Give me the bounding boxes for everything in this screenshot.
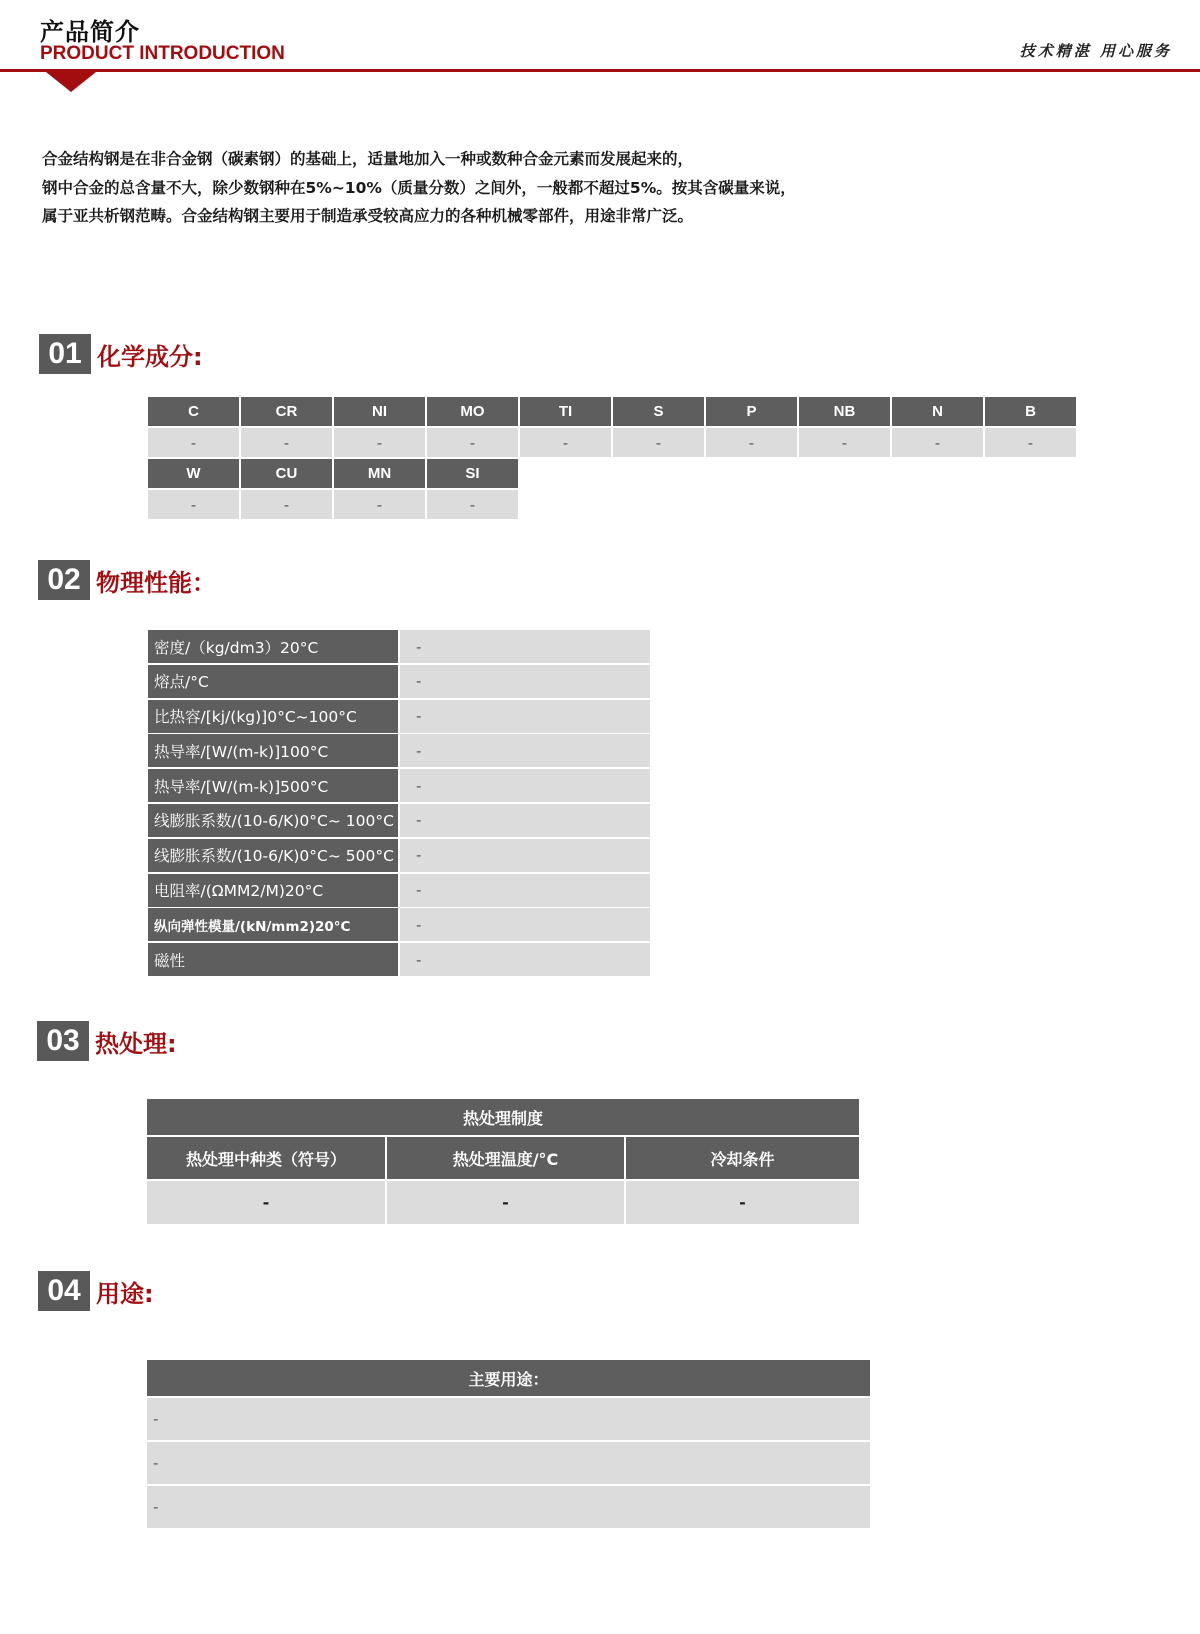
heat-table-title: 热处理制度 [147, 1099, 859, 1135]
header-triangle-marker [46, 72, 96, 92]
property-label: 比热容/[kj/(kg)]0°C~100°C [148, 700, 398, 733]
section-heat-heading [37, 1021, 177, 1061]
chem-value: - [613, 428, 704, 457]
chem-value: - [334, 490, 425, 519]
chem-header: NI [334, 397, 425, 426]
chem-value: - [799, 428, 890, 457]
property-value: - [400, 665, 650, 698]
section-physical-heading [38, 560, 216, 600]
header-title-en: PRODUCT INTRODUCTION [40, 43, 285, 64]
section-number: 03 [37, 1021, 89, 1061]
intro-line: 合金结构钢是在非合金钢（碳素钢）的基础上，适量地加入一种或数种合金元素而发展起来的， [42, 150, 694, 168]
heat-value-row [147, 1179, 859, 1224]
chem-value: - [241, 490, 332, 519]
chemical-table [148, 397, 1078, 521]
chem-header: MO [427, 397, 518, 426]
section-title: 热处理: [95, 1029, 177, 1058]
table-row: - [147, 1486, 870, 1528]
intro-line: 钢中合金的总含量不大，除少数钢种在5%~10%（质量分数）之间外，一般都不超过5%。按其含碳量来说， [42, 178, 796, 197]
use-table [147, 1360, 870, 1530]
chem-header: N [892, 397, 983, 426]
property-label: 磁性 [148, 943, 398, 976]
chem-value: - [148, 490, 239, 519]
property-value: - [400, 700, 650, 733]
table-row [148, 700, 650, 733]
chem-value: - [892, 428, 983, 457]
use-table-title: 主要用途： [147, 1360, 870, 1396]
chem-header: MN [334, 459, 425, 488]
section-number: 01 [39, 334, 91, 374]
heat-treatment-table [147, 1099, 859, 1224]
property-label: 电阻率/(ΩMM2/M)20°C [148, 874, 398, 907]
table-row: - [147, 1398, 870, 1440]
property-value: - [400, 839, 650, 872]
chem-header: CR [241, 397, 332, 426]
property-label: 熔点/°C [148, 665, 398, 698]
property-label: 线膨胀系数/(10-6/K)0°C~ 500°C [148, 839, 398, 872]
table-row [148, 874, 650, 907]
chem-value: - [241, 428, 332, 457]
property-value: - [400, 908, 650, 941]
chem-value: - [520, 428, 611, 457]
table-row [148, 839, 650, 872]
chem-header: CU [241, 459, 332, 488]
property-label: 密度/（kg/dm3）20°C [148, 630, 398, 663]
chem-header: NB [799, 397, 890, 426]
heat-value: - [387, 1181, 624, 1224]
chemical-header-row [148, 397, 1078, 428]
property-value: - [400, 769, 650, 802]
chem-value: - [148, 428, 239, 457]
chemical-value-row [148, 428, 1078, 459]
heat-header: 冷却条件 [626, 1137, 859, 1179]
chem-header: C [148, 397, 239, 426]
physical-properties-table [148, 630, 650, 978]
heat-value: - [147, 1181, 385, 1224]
table-row [148, 769, 650, 802]
section-number: 02 [38, 560, 90, 600]
chem-value: - [334, 428, 425, 457]
intro-line: 属于亚共析钢范畴。合金结构钢主要用于制造承受较高应力的各种机械零部件，用途非常广泛。 [42, 207, 694, 225]
property-value: - [400, 630, 650, 663]
property-label: 纵向弹性模量/(kN/mm2)20°C [148, 908, 398, 941]
table-row [148, 665, 650, 698]
chem-header: SI [427, 459, 518, 488]
property-value: - [400, 734, 650, 767]
chem-header: B [985, 397, 1076, 426]
table-row [148, 734, 650, 767]
section-number: 04 [38, 1271, 90, 1311]
section-title: 用途: [96, 1279, 154, 1308]
table-row [148, 630, 650, 663]
heat-header-row [147, 1137, 859, 1179]
property-label: 热导率/[W/(m-k)]500°C [148, 769, 398, 802]
chemical-header-row [148, 459, 1078, 490]
property-label: 线膨胀系数/(10-6/K)0°C~ 100°C [148, 804, 398, 837]
chem-value: - [427, 428, 518, 457]
intro-paragraph [42, 145, 1142, 231]
chem-header: S [613, 397, 704, 426]
chem-value: - [985, 428, 1076, 457]
property-value: - [400, 804, 650, 837]
section-use-heading [38, 1271, 154, 1311]
heat-value: - [626, 1181, 859, 1224]
header-slogan: 技术精湛 用心服务 [1019, 42, 1172, 60]
chem-value: - [427, 490, 518, 519]
chemical-value-row [148, 490, 1078, 521]
chem-value: - [706, 428, 797, 457]
section-title: 化学成分: [97, 342, 203, 371]
heat-header: 热处理温度/°C [387, 1137, 624, 1179]
chem-header: TI [520, 397, 611, 426]
chem-header: W [148, 459, 239, 488]
table-row [148, 804, 650, 837]
header-divider [0, 69, 1200, 72]
property-value: - [400, 874, 650, 907]
heat-header: 热处理中种类（符号） [147, 1137, 385, 1179]
table-row [148, 908, 650, 941]
chem-header: P [706, 397, 797, 426]
property-label: 热导率/[W/(m-k)]100°C [148, 734, 398, 767]
property-value: - [400, 943, 650, 976]
table-row: - [147, 1442, 870, 1484]
header-title-cn: 产品简介 [40, 18, 140, 46]
section-title: 物理性能： [96, 568, 216, 597]
section-chemical-heading [39, 334, 203, 374]
table-row [148, 943, 650, 976]
